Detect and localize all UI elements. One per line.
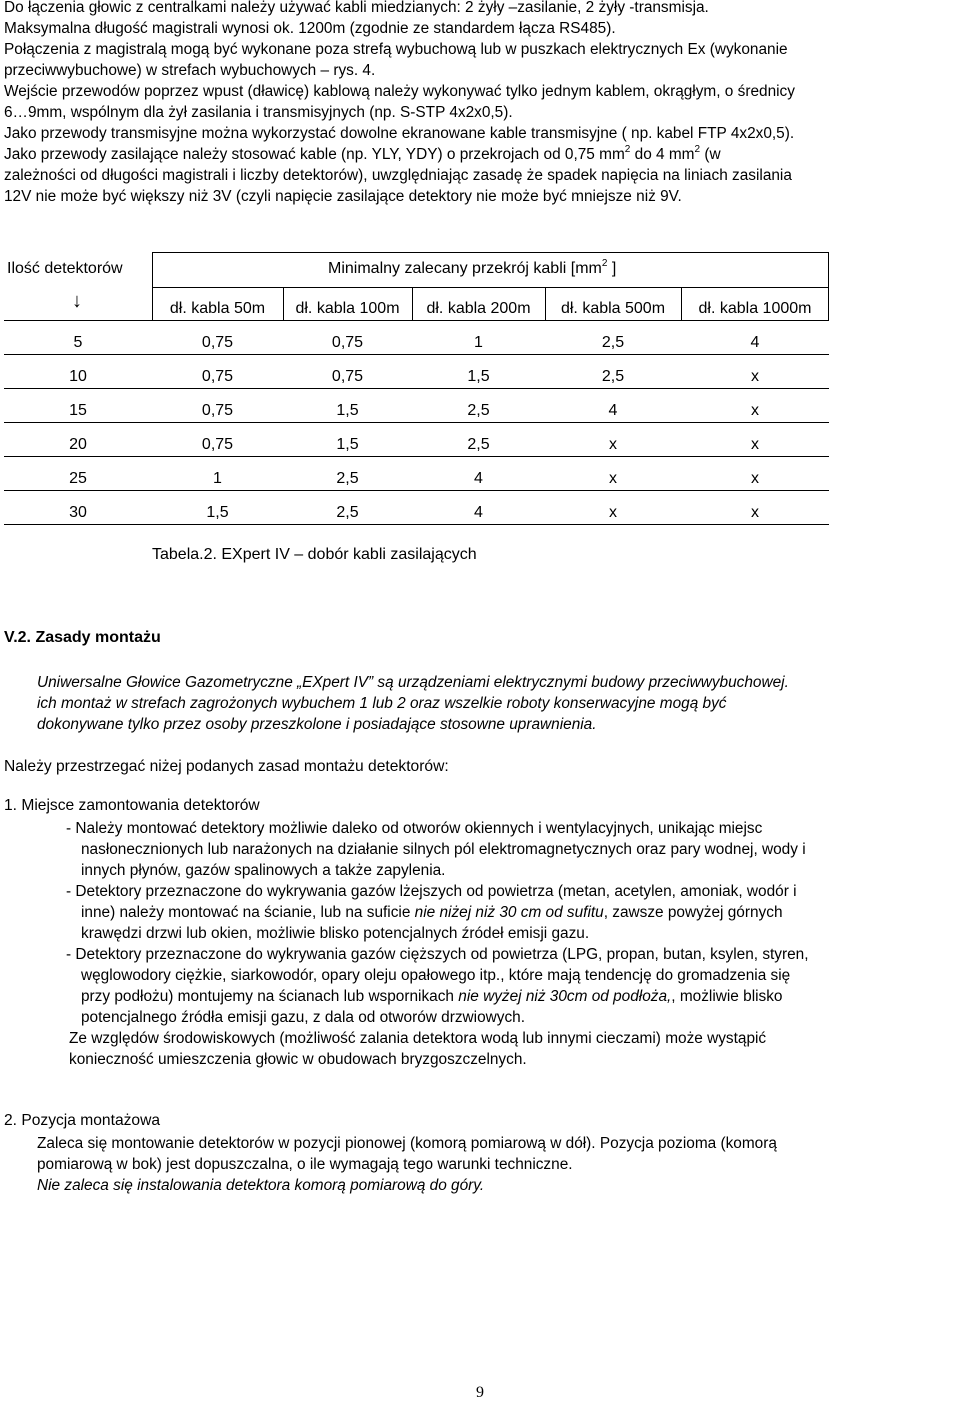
list-line: - Należy montować detektory możliwie daleko od otworów okiennych i wentylacyjnych, unikając miejsc: [66, 820, 763, 837]
cross-section-cell: 1: [213, 470, 222, 487]
list-line-text: przy podłożu) montujemy na ścianach lub wspornikach: [81, 988, 459, 1005]
cross-section-cell: 1: [474, 334, 483, 351]
intro-line: 6…9mm, wspólnym dla żył zasilania i transmisyjnych (np. S-STP 4x2x0,5).: [4, 104, 513, 121]
cross-section-cell: 2,5: [336, 470, 359, 487]
cross-section-cell: 1,5: [206, 504, 229, 521]
section-heading: V.2. Zasady montażu: [4, 629, 161, 646]
detector-count-cell: 10: [69, 368, 87, 385]
cross-section-cell: 2,5: [601, 368, 625, 385]
cross-section-cell: 4: [750, 334, 760, 351]
list-line-italic: nie wyżej niż 30cm od podłoża,: [458, 988, 672, 1005]
superscript: 2: [694, 144, 701, 155]
list-line: [81, 902, 809, 923]
list-line: pomiarową w bok) jest dopuszczalna, o ile wymagają tego warunki techniczne.: [37, 1156, 573, 1173]
detector-count-cell: 30: [69, 504, 87, 521]
header-title-text: ]: [607, 260, 617, 277]
row-separator: [4, 354, 829, 355]
cross-section-cell: x: [609, 436, 617, 453]
detector-count-cell: 25: [69, 470, 87, 487]
cross-section-cell: 2,5: [336, 504, 359, 521]
column-header: dł. kabla 1000m: [698, 300, 812, 317]
cross-section-cell: 0,75: [201, 368, 234, 385]
intro-line: Połączenia z magistralą mogą być wykonane poza strefą wybuchową lub w puszkach elektrycznych Ex (wykonanie: [4, 41, 788, 58]
detector-count-cell: 20: [69, 436, 87, 453]
detector-count-cell: 15: [69, 402, 87, 419]
cross-section-cell: 1,5: [336, 436, 359, 453]
list-line-italic: Nie zaleca się instalowania detektora komorą pomiarową do góry.: [37, 1177, 485, 1194]
list-line-text: , możliwie blisko: [671, 988, 783, 1005]
intro-line: Jako przewody transmisyjne można wykorzystać dowolne ekranowane kable transmisyjne ( np. kabel FTP 4x2x0,5).: [4, 125, 795, 142]
list-line-italic: nie niżej niż 30 cm od sufitu: [414, 904, 604, 921]
header-title: [328, 260, 616, 278]
intro-line: przeciwwybuchowe) w strefach wybuchowych – rys. 4.: [4, 62, 376, 79]
list-line: konieczność umieszczenia głowic w obudowach bryzgoszczelnych.: [69, 1051, 527, 1068]
cross-section-cell: 0,75: [201, 334, 234, 351]
list-line-text: inne) należy montować na ścianie, lub na suficie: [81, 904, 415, 921]
page-number: 9: [476, 1384, 484, 1401]
cross-section-cell: x: [609, 470, 617, 487]
intro-line: Maksymalna długość magistrali wynosi ok. 1200m (zgodnie ze standardem łącza RS485).: [4, 20, 616, 37]
row-separator: [4, 388, 829, 389]
column-header: dł. kabla 100m: [295, 300, 400, 317]
intro-line: Wejście przewodów poprzez wpust (dławicę) kablową należy wykonywać tylko jednym kablem, okrągłym, o średnicy: [4, 83, 795, 100]
item-1-list: [66, 818, 809, 1070]
rules-intro: Należy przestrzegać niżej podanych zasad montażu detektorów:: [4, 758, 449, 775]
table-border: [152, 287, 829, 288]
superscript: 2: [624, 144, 631, 155]
row-separator: [4, 524, 829, 525]
item-2-title: 2. Pozycja montażowa: [4, 1112, 161, 1129]
superscript: 2: [601, 258, 608, 269]
list-line: Zaleca się montowanie detektorów w pozycji pionowej (komorą pomiarową w dół). Pozycja pozioma (komorą: [37, 1135, 777, 1152]
cross-section-cell: x: [751, 368, 759, 385]
cross-section-cell: x: [609, 504, 617, 521]
list-line: - Detektory przeznaczone do wykrywania gazów lżejszych od powietrza (metan, acetylen, amoniak, wodór i: [66, 883, 797, 900]
list-line: nasłonecznionych lub narażonych na działanie silnych pól elektromagnetycznych oraz pary wodnej, wody i: [81, 841, 806, 858]
intro-line-text: Jako przewody zasilające należy stosować kable (np. YLY, YDY) o przekrojach od 0,75 mm: [4, 146, 625, 163]
warning-line: ich montaż w strefach zagrożonych wybuchem 1 lub 2 oraz wszelkie roboty konserwacyjne mogą być: [37, 695, 727, 712]
cross-section-cell: x: [751, 470, 759, 487]
cross-section-cell: x: [751, 504, 759, 521]
header-left-label: Ilość detektorów: [7, 260, 123, 277]
row-separator: [4, 490, 829, 491]
cross-section-cell: 4: [474, 470, 483, 487]
intro-line-text: (w: [700, 146, 721, 163]
cross-section-cell: 0,75: [201, 436, 234, 453]
intro-line: 12V nie może być większy niż 3V (czyli napięcie zasilające detektory nie może być mniejsze niż 9V.: [4, 188, 682, 205]
row-separator: [4, 456, 829, 457]
list-line-text: , zawsze powyżej górnych: [603, 904, 783, 921]
list-line: węglowodory ciężkie, siarkowodór, opary oleju opałowego itp., które mają tendencję do gromadzenia się: [81, 967, 791, 984]
intro-line-with-sup: [4, 144, 795, 165]
cross-section-cell: 4: [474, 504, 483, 521]
row-separator: [4, 320, 829, 321]
list-line: potencjalnego źródła emisji gazu, z dala od otworów drzwiowych.: [81, 1009, 525, 1026]
cross-section-cell: 4: [608, 402, 618, 419]
list-line: - Detektory przeznaczone do wykrywania gazów cięższych od powietrza (LPG, propan, butan, ksylen, styren,: [66, 946, 809, 963]
table-caption: Tabela.2. EXpert IV – dobór kabli zasilających: [152, 546, 477, 563]
cross-section-cell: 2,5: [601, 334, 625, 351]
list-line: krawędzi drzwi lub okien, możliwie blisko potencjalnych źródeł emisji gazu.: [81, 925, 590, 942]
row-separator: [4, 422, 829, 423]
down-arrow-icon: ↓: [72, 290, 82, 312]
cross-section-cell: 0,75: [201, 402, 234, 419]
intro-line-text: do 4 mm: [630, 146, 695, 163]
cross-section-cell: 2,5: [467, 402, 490, 419]
list-line: [81, 986, 809, 1007]
warning-paragraph: [37, 672, 789, 735]
item-1-title: 1. Miejsce zamontowania detektorów: [4, 797, 260, 814]
intro-line: Do łączenia głowic z centralkami należy używać kabli miedzianych: 2 żyły –zasilanie, 2 żyły -transmisja.: [4, 0, 709, 16]
cross-section-cell: 1,5: [467, 368, 490, 385]
column-header: dł. kabla 500m: [560, 300, 666, 317]
cross-section-cell: 1,5: [336, 402, 359, 419]
detector-count-cell: 5: [73, 334, 83, 351]
item-2-list: [37, 1133, 777, 1196]
column-header: dł. kabla 50m: [169, 300, 266, 317]
cross-section-cell: x: [751, 436, 759, 453]
list-line: Ze względów środowiskowych (możliwość zalania detektora wodą lub innymi cieczami) może wystąpić: [69, 1030, 767, 1047]
warning-line: dokonywane tylko przez osoby przeszkolone i posiadające stosowne uprawnienia.: [37, 716, 597, 733]
warning-line: Uniwersalne Głowice Gazometryczne „EXpert IV” są urządzeniami elektrycznymi budowy przeciwwybuchowej.: [37, 674, 789, 691]
column-header: dł. kabla 200m: [426, 300, 531, 317]
cross-section-cell: 2,5: [467, 436, 490, 453]
cross-section-cell: 0,75: [331, 334, 364, 351]
table-border: [152, 252, 829, 253]
intro-paragraph: [4, 0, 795, 207]
cross-section-cell: 0,75: [331, 368, 364, 385]
cross-section-cell: x: [751, 402, 759, 419]
list-line: innych płynów, gazów spalinowych a także zapylenia.: [81, 862, 446, 879]
header-title-text: Minimalny zalecany przekrój kabli [mm: [328, 260, 602, 277]
intro-line: zależności od długości magistrali i liczby detektorów), uwzględniając zasadę że spadek napięcia na liniach zasilania: [4, 167, 792, 184]
